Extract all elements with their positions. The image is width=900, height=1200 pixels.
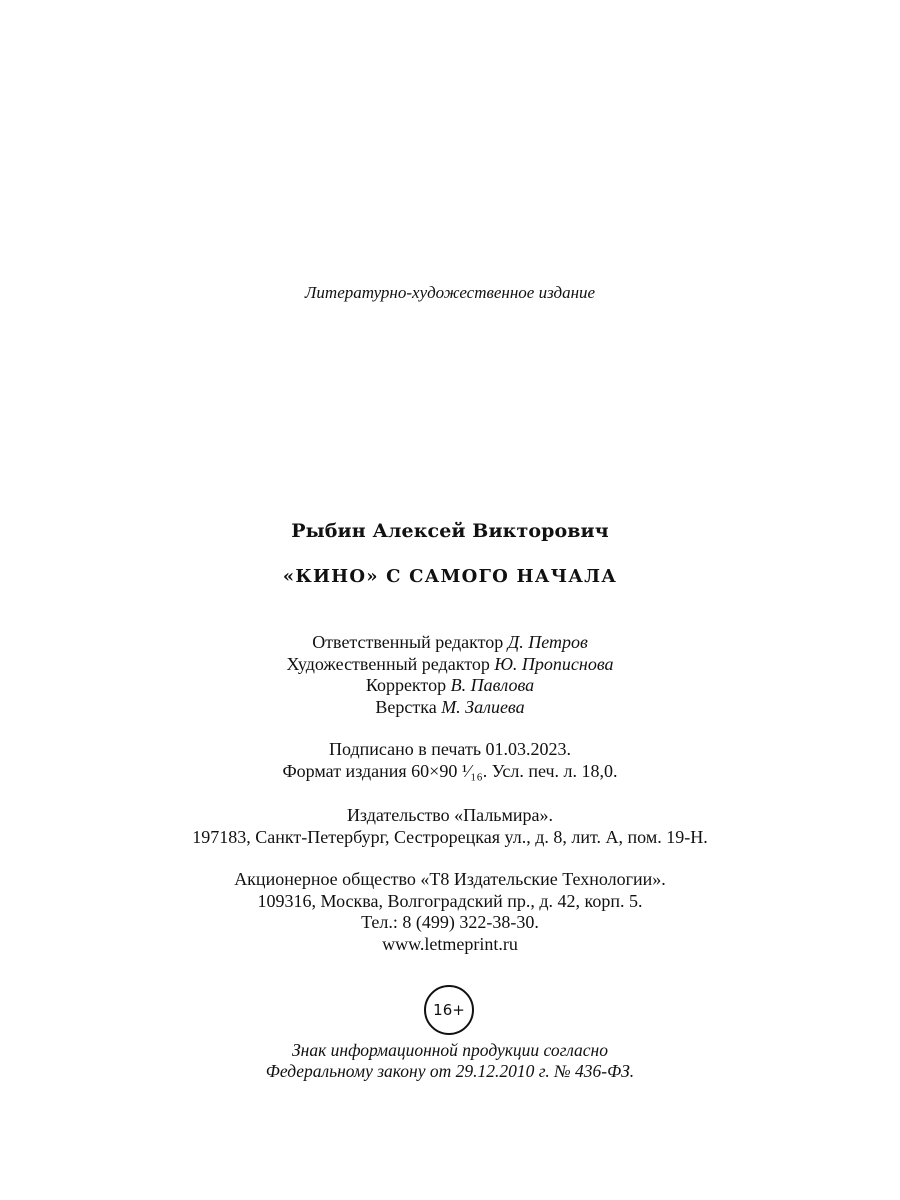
genre-label: Литературно-художественное издание [304, 283, 596, 302]
printer-name: Акционерное общество «Т8 Издательские Технологии». [234, 869, 666, 889]
credit-role: Ответственный редактор [312, 632, 504, 652]
book-title: «КИНО» С САМОГО НАЧАЛА [282, 566, 618, 587]
print-info [0, 739, 900, 782]
credit-person: Д. Петров [507, 632, 588, 652]
notice-line: Знак информационной продукции согласно [291, 1040, 608, 1060]
printer-phone: Тел.: 8 (499) 322-38-30. [361, 912, 539, 932]
edition-format: Формат издания 60×90 ¹⁄₁₆. Усл. печ. л. 18,0. [282, 760, 618, 781]
staff-credits [0, 632, 900, 718]
credit-role: Верстка [375, 696, 437, 717]
credit-role: Корректор [365, 675, 447, 695]
printer-address: 109316, Москва, Волгоградский пр., д. 42, корп. 5. [257, 890, 643, 911]
credit-role: Художественный редактор [286, 653, 490, 674]
publisher-name: Издательство «Пальмира». [346, 805, 554, 825]
printer-info [0, 869, 900, 955]
signed-date: Подписано в печать 01.03.2023. [328, 739, 572, 759]
publisher-info [0, 805, 900, 848]
credit-person: М. Залиева [441, 696, 525, 717]
author-name: Рыбин Алексей Викторович [291, 520, 609, 542]
age-rating-badge [424, 985, 474, 1035]
rating-notice [0, 1040, 900, 1082]
printer-website: www.letmeprint.ru [382, 933, 518, 954]
credit-person: В. Павлова [450, 675, 535, 695]
credit-line [0, 697, 900, 719]
credit-line [0, 675, 900, 697]
credit-line [0, 632, 900, 654]
publisher-address: 197183, Санкт-Петербург, Сестрорецкая ул., д. 8, лит. А, пом. 19-Н. [192, 826, 708, 847]
age-rating-label: 16+ [424, 985, 474, 1035]
credit-person: Ю. Прописнова [494, 653, 614, 674]
notice-line: Федеральному закону от 29.12.2010 г. № 436-ФЗ. [265, 1061, 635, 1081]
credit-line [0, 654, 900, 676]
